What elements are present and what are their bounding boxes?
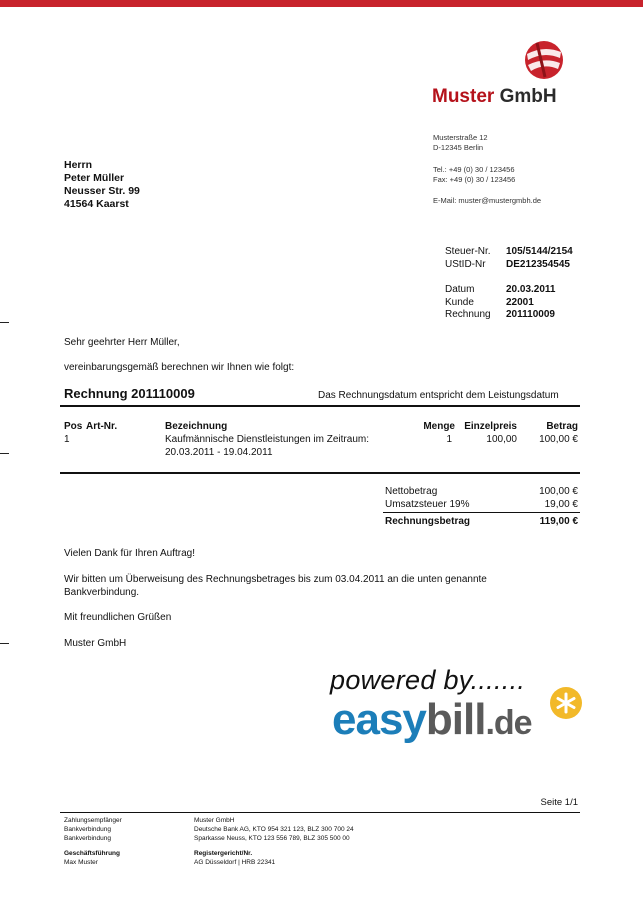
footer-bank2-value: Sparkasse Neuss, KTO 123 556 789, BLZ 305 500 00 (194, 835, 350, 842)
totals-divider (383, 512, 580, 513)
footer-bank1-value: Deutsche Bank AG, KTO 954 321 123, BLZ 300 700 24 (194, 826, 354, 833)
invoice-value: 201110009 (506, 309, 555, 320)
row-unit-price: 100,00 (486, 434, 517, 445)
footer-mgmt-label: Geschäftsführung (64, 850, 120, 857)
company-logo-text (432, 86, 557, 108)
title-divider (60, 405, 580, 407)
greeting: Sehr geehrter Herr Müller, (64, 337, 180, 348)
col-header-pos: Pos (64, 421, 83, 432)
date-label: Datum (445, 284, 475, 295)
net-label: Nettobetrag (385, 486, 438, 497)
gross-value: 119,00 € (539, 516, 578, 527)
vat-label: Umsatzsteuer 19% (385, 499, 470, 510)
thanks-text: Vielen Dank für Ihren Auftrag! (64, 548, 196, 559)
col-header-art: Art-Nr. (86, 421, 118, 432)
col-header-total: Betrag (546, 421, 578, 432)
date-note: Das Rechnungsdatum entspricht dem Leistungsdatum (318, 390, 559, 401)
easybill-logo (332, 695, 532, 745)
vat-id-value: DE212354545 (506, 259, 570, 270)
sender-city: D-12345 Berlin (433, 143, 484, 152)
customer-value: 22001 (506, 297, 534, 308)
col-header-desc: Bezeichnung (165, 421, 228, 432)
invoice-label: Rechnung (445, 309, 491, 320)
fold-mark (0, 453, 9, 454)
easybill-domain: .de (485, 704, 532, 742)
col-header-qty: Menge (423, 421, 455, 432)
page-number: Seite 1/1 (540, 797, 578, 808)
row-total: 100,00 € (539, 434, 578, 445)
footer-mgmt-value: Max Muster (64, 859, 98, 866)
sender-tel: Tel.: +49 (0) 30 / 123456 (433, 165, 515, 174)
footer-recipient-label: Zahlungsempfänger (64, 817, 122, 824)
row-pos: 1 (64, 434, 70, 445)
fold-mark (0, 643, 9, 644)
vat-value: 19,00 € (544, 499, 578, 510)
sender-street: Musterstraße 12 (433, 133, 488, 142)
gross-label: Rechnungsbetrag (385, 516, 471, 527)
regards-text: Mit freundlichen Grüßen (64, 612, 172, 623)
footer-court-label: Registergericht/Nr. (194, 850, 253, 857)
footer-recipient-value: Muster GmbH (194, 817, 235, 824)
vat-id-label: UStID-Nr (445, 259, 486, 270)
row-desc-period: 20.03.2011 - 19.04.2011 (165, 447, 273, 458)
recipient-salutation: Herrn (64, 159, 93, 171)
date-value: 20.03.2011 (506, 284, 556, 295)
col-header-unit: Einzelpreis (464, 421, 517, 432)
footer-bank1-label: Bankverbindung (64, 826, 111, 833)
intro-text: vereinbarungsgemäß berechnen wir Ihnen wie folgt: (64, 362, 295, 373)
footer-divider (60, 812, 580, 813)
tax-label: Steuer-Nr. (445, 246, 491, 257)
fold-mark (0, 322, 9, 323)
payment-text: Wir bitten um Überweisung des Rechnungsbetrages bis zum 03.04.2011 an die unten genannte (64, 574, 487, 585)
logo-company-dark: GmbH (499, 86, 557, 107)
logo-company-red: Muster (432, 86, 495, 107)
footer-bank2-label: Bankverbindung (64, 835, 111, 842)
payment-text-cont: Bankverbindung. (64, 587, 140, 598)
powered-by-text: powered by....... (330, 665, 526, 695)
sender-email: E-Mail: muster@mustergmbh.de (433, 196, 542, 205)
easybill-easy: easy (332, 695, 426, 744)
invoice-title: Rechnung 201110009 (64, 386, 195, 401)
row-qty: 1 (446, 434, 452, 445)
sender-fax: Fax: +49 (0) 30 / 123456 (433, 175, 516, 184)
tax-value: 105/5144/2154 (506, 246, 573, 257)
company-logo-icon (523, 39, 565, 81)
star-icon (549, 686, 583, 720)
footer-court-value: AG Düsseldorf | HRB 22341 (194, 859, 276, 866)
signature-text: Muster GmbH (64, 638, 127, 649)
easybill-bill: bill (425, 695, 486, 744)
customer-label: Kunde (445, 297, 474, 308)
table-divider (60, 472, 580, 474)
top-accent-bar (0, 0, 643, 7)
recipient-city: 41564 Kaarst (64, 198, 129, 210)
net-value: 100,00 € (539, 486, 578, 497)
recipient-name: Peter Müller (64, 172, 125, 184)
recipient-street: Neusser Str. 99 (64, 185, 140, 197)
row-desc: Kaufmännische Dienstleistungen im Zeitraum: (165, 434, 369, 445)
